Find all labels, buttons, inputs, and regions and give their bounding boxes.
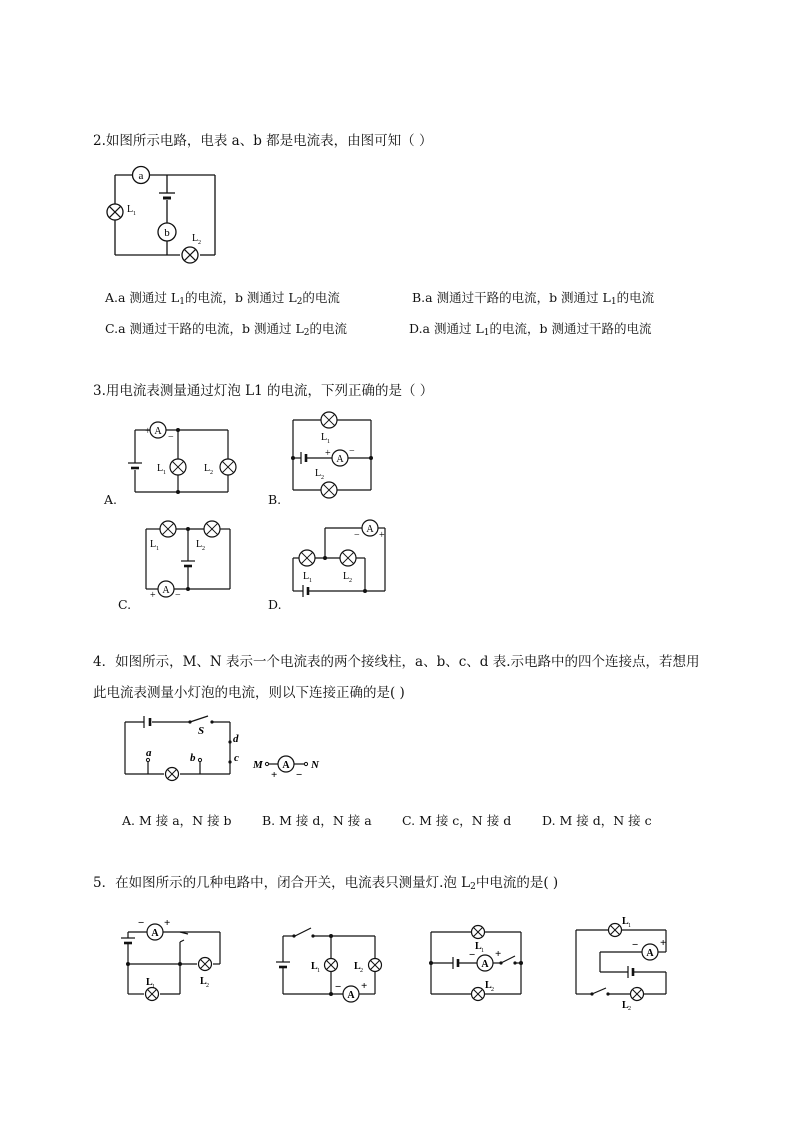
svg-text:2: 2	[491, 987, 494, 993]
svg-text:A: A	[347, 990, 355, 1001]
svg-text:2: 2	[321, 475, 324, 481]
svg-text:1: 1	[628, 923, 631, 929]
ammeter-icon	[343, 986, 359, 1002]
svg-text:+: +	[361, 980, 368, 992]
svg-text:d: d	[233, 733, 239, 745]
svg-text:A: A	[154, 426, 162, 437]
svg-text:2: 2	[628, 1006, 631, 1012]
svg-text:L: L	[157, 463, 164, 474]
lamp-icon	[321, 482, 337, 498]
svg-text:2: 2	[210, 470, 213, 476]
q4-option-b[interactable]: B. M 接 d，N 接 a	[262, 813, 372, 828]
lamp-icon	[609, 924, 622, 937]
ammeter-icon	[147, 924, 163, 940]
svg-text:1: 1	[309, 578, 312, 584]
svg-text:L: L	[622, 916, 629, 927]
q4-stem-line1: 4．如图所示，M、N 表示一个电流表的两个接线柱，a、b、c、d 表.示电路中的四个连接点，若想用	[93, 654, 700, 670]
lamp-icon	[369, 959, 382, 972]
svg-text:L: L	[200, 976, 207, 987]
svg-text:−: −	[632, 939, 639, 951]
svg-text:−: −	[349, 446, 355, 457]
q4-option-c[interactable]: C. M 接 c，N 接 d	[402, 813, 512, 828]
q2-meter-a-label: a	[138, 170, 144, 182]
svg-text:L: L	[354, 961, 361, 972]
q2-lamp-l1-label: L	[127, 204, 134, 215]
lamp-icon	[160, 521, 176, 537]
q5-stem: 5．在如图所示的几种电路中，闭合开关，电流表只测量灯.泡 $L_2$中电流的是( )	[93, 875, 559, 892]
svg-text:A: A	[646, 948, 654, 959]
svg-text:L: L	[196, 539, 203, 550]
svg-text:A: A	[336, 454, 344, 465]
q2-option-c[interactable]: C.a 测通过干路的电流，b 测通过 $L_2$的电流	[105, 321, 348, 338]
q4-option-a[interactable]: A. M 接 a，N 接 b	[122, 813, 232, 828]
svg-text:S: S	[198, 725, 205, 737]
svg-text:1: 1	[156, 546, 159, 552]
svg-text:2: 2	[360, 968, 363, 974]
lamp-icon	[166, 768, 179, 781]
q5-diagram-1	[118, 912, 228, 1004]
svg-text:1: 1	[327, 439, 330, 445]
q3-option-c[interactable]: C.	[118, 597, 132, 612]
svg-text:L: L	[303, 571, 310, 582]
svg-text:A: A	[481, 959, 489, 970]
q3-option-d[interactable]: D.	[268, 597, 282, 612]
svg-text:b: b	[190, 752, 196, 764]
lamp-icon	[170, 459, 186, 475]
q2-option-d[interactable]: D.a 测通过 $L_1$的电流，b 测通过干路的电流	[409, 321, 652, 338]
lamp-icon	[472, 926, 485, 939]
svg-text:L: L	[315, 468, 322, 479]
q4-option-d[interactable]: D. M 接 d，N 接 c	[542, 813, 652, 828]
svg-text:−: −	[175, 590, 181, 601]
svg-text:A: A	[162, 585, 170, 596]
svg-text:2: 2	[349, 578, 352, 584]
svg-text:+: +	[145, 426, 151, 437]
q2-lamp-l1	[107, 204, 123, 220]
svg-text:+: +	[379, 530, 385, 541]
svg-text:+: +	[271, 769, 278, 781]
q2-stem: 2.如图所示电路，电表 a、b 都是电流表，由图可知（ ）	[93, 133, 433, 149]
lamp-icon	[299, 550, 315, 566]
svg-text:1: 1	[317, 968, 320, 974]
q3-stem: 3.用电流表测量通过灯泡 L1 的电流，下列正确的是（ ）	[93, 383, 434, 399]
svg-text:L: L	[485, 980, 492, 991]
svg-text:−: −	[335, 981, 342, 993]
q3-diagram-d	[285, 516, 395, 601]
ammeter-icon	[332, 450, 348, 466]
svg-text:−: −	[168, 432, 174, 443]
svg-text:1: 1	[481, 948, 484, 954]
q2-lamp-l2-label: L	[192, 233, 199, 244]
q3-option-b[interactable]: B.	[268, 492, 282, 507]
lamp-icon	[340, 550, 356, 566]
q2-lamp-l2-sub: 2	[198, 240, 201, 246]
q2-lamp-l1-sub: 1	[133, 211, 136, 217]
svg-text:−: −	[296, 769, 303, 781]
ammeter-icon	[642, 944, 658, 960]
svg-text:−: −	[469, 949, 476, 961]
lamp-icon	[472, 988, 485, 1001]
q2-circuit-diagram	[100, 160, 230, 270]
svg-text:+: +	[325, 448, 331, 459]
q5-diagram-2	[275, 918, 385, 1006]
svg-text:L: L	[204, 463, 211, 474]
svg-text:N: N	[311, 759, 319, 771]
svg-text:2: 2	[206, 983, 209, 989]
svg-text:L: L	[321, 432, 328, 443]
lamp-icon	[204, 521, 220, 537]
q5-diagram-3	[425, 920, 530, 1006]
lamp-icon	[631, 988, 644, 1001]
svg-text:+: +	[150, 590, 156, 601]
svg-text:+: +	[164, 917, 171, 929]
q4-circuit-diagram	[120, 712, 330, 784]
svg-text:2: 2	[202, 546, 205, 552]
q3-diagram-c	[140, 517, 240, 602]
ammeter-icon	[150, 422, 166, 438]
lamp-icon	[220, 459, 236, 475]
svg-text:+: +	[660, 937, 667, 949]
q3-diagram-a	[120, 418, 240, 498]
svg-text:A: A	[151, 928, 159, 939]
q3-diagram-b	[285, 410, 385, 500]
q4-stem-line2: 此电流表测量小灯泡的电流，则以下连接正确的是( )	[93, 685, 405, 701]
svg-text:+: +	[495, 948, 502, 960]
svg-text:L: L	[146, 977, 153, 988]
q3-option-a[interactable]: A.	[104, 492, 118, 507]
lamp-icon	[321, 412, 337, 428]
svg-text:−: −	[138, 917, 145, 929]
svg-text:L: L	[311, 961, 318, 972]
ammeter-icon	[158, 581, 174, 597]
svg-text:1: 1	[152, 984, 155, 990]
q2-option-a[interactable]: A.a 测通过 $L_1$的电流，b 测通过 $L_2$的电流	[105, 290, 340, 307]
q2-lamp-l2	[182, 247, 198, 263]
svg-text:A: A	[282, 760, 290, 771]
svg-text:c: c	[234, 752, 239, 764]
svg-text:L: L	[343, 571, 350, 582]
q2-meter-b-label: b	[164, 227, 170, 239]
q5-diagram-4	[570, 912, 675, 1010]
svg-text:L: L	[475, 941, 482, 952]
svg-text:1: 1	[163, 470, 166, 476]
ammeter-icon	[477, 955, 493, 971]
lamp-icon	[199, 958, 212, 971]
lamp-icon	[325, 959, 338, 972]
q2-option-b[interactable]: B.a 测通过干路的电流，b 测通过 $L_1$的电流	[412, 290, 655, 307]
ammeter-icon	[278, 756, 294, 772]
svg-text:L: L	[622, 1000, 629, 1011]
svg-text:a: a	[146, 747, 152, 759]
ammeter-icon	[362, 520, 378, 536]
svg-text:M: M	[253, 759, 263, 771]
svg-text:−: −	[354, 530, 360, 541]
svg-text:A: A	[366, 524, 374, 535]
svg-text:L: L	[150, 539, 157, 550]
